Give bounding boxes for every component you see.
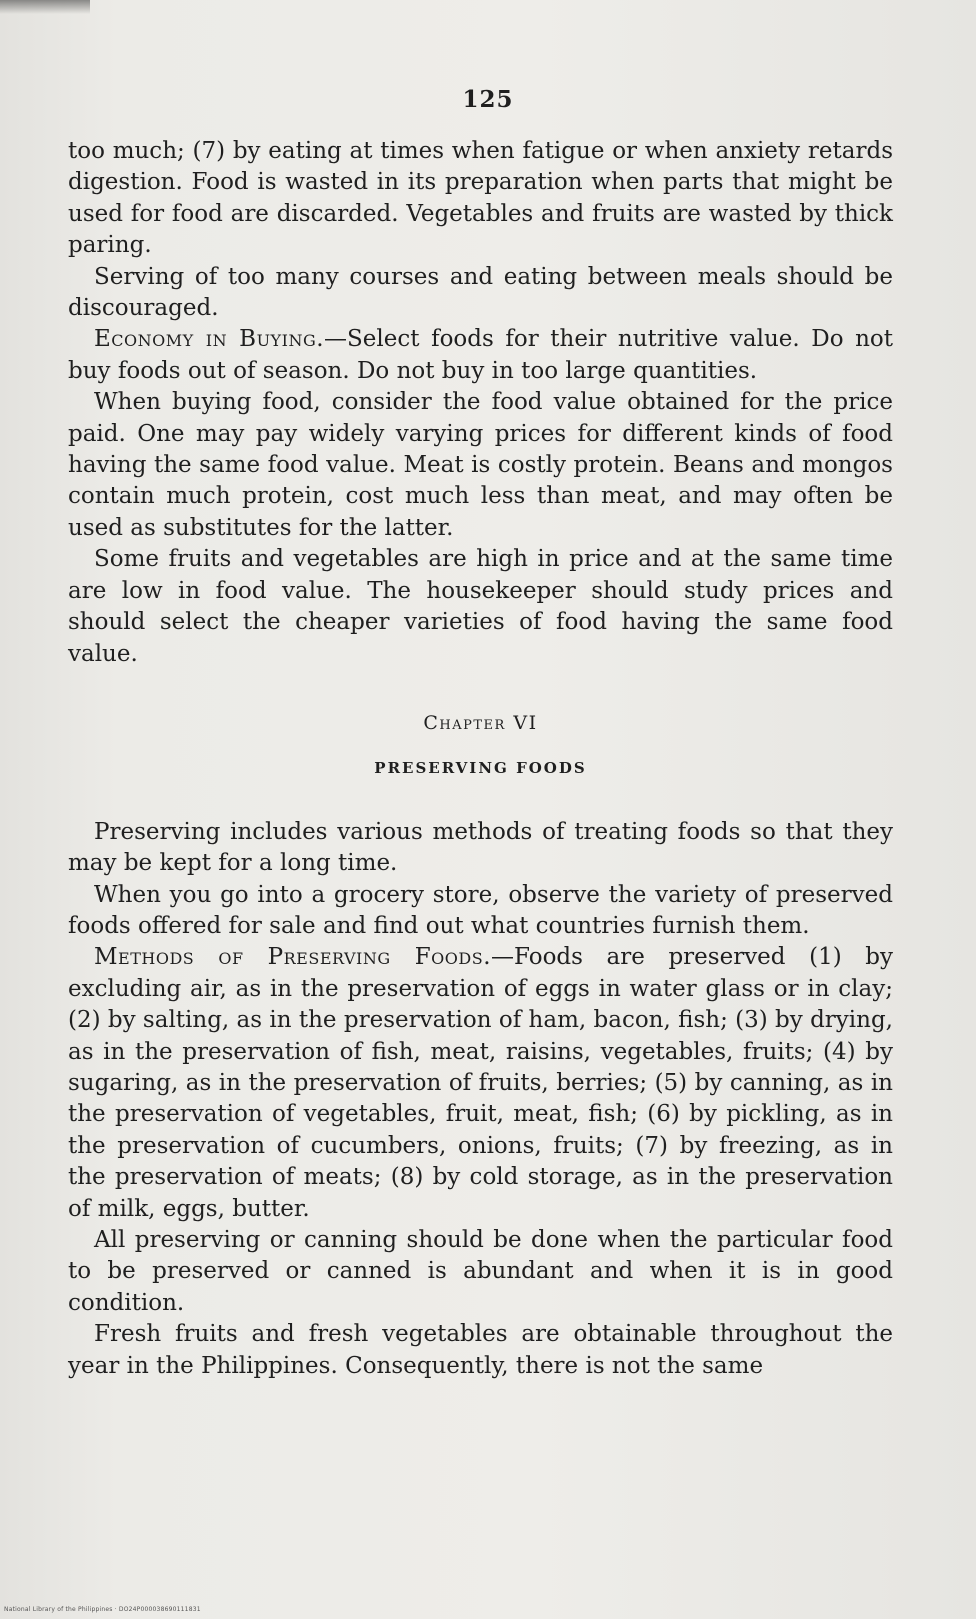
paragraph xyxy=(68,817,893,880)
paragraph-text: —Foods are preserved (1) by excluding air, as in the preservation of eggs in water glass or in clay; (2) by salting, as in the preservation of ham, bacon, fish; (3) by drying, as in the preservation of fish, meat, raisins, vegetables, fruits; (4) by sugaring, as in the preservation of fruits, berries; (5) by canning, as in the preservation of vegetables, fruit, meat, fish; (6) by pickling, as in the preservation of cucumbers, onions, fruits; (7) by freezing, as in the preservation of meats; (8) by cold storage, as in the preservation of milk, eggs, butter. xyxy=(68,944,893,1222)
paragraph xyxy=(68,1225,893,1319)
scan-edge-shadow xyxy=(0,0,90,14)
paragraph-text: All preserving or canning should be done when the particular food to be preserved or canned is abundant and when it is in good condition. xyxy=(68,1227,893,1316)
paragraph-text: When buying food, consider the food value obtained for the price paid. One may pay widely varying prices for different kinds of food having the same food value. Meat is costly protein. Beans and mongos contain much protein, cost much less than meat, and may often be used as substitutes for the latter. xyxy=(68,389,893,541)
page-body xyxy=(68,136,893,1382)
paragraph xyxy=(68,262,893,325)
page-number: 125 xyxy=(462,86,514,113)
paragraph xyxy=(68,880,893,943)
paragraph-text: Serving of too many courses and eating between meals should be discouraged. xyxy=(68,263,893,322)
chapter-label: Chapter VI xyxy=(423,711,538,734)
scan-footer-note: National Library of the Philippines · DO24P000038690111831 xyxy=(4,1606,201,1613)
paragraph xyxy=(68,387,893,544)
paragraph-continues xyxy=(68,1319,893,1382)
section-heading-methods-of-preserving: Methods of Preserving Foods. xyxy=(94,944,492,971)
chapter-title: PRESERVING FOODS xyxy=(374,759,587,778)
paragraph-text: Fresh fruits and fresh vegetables are obtainable throughout the year in the Philippines. Consequently, there is not the same xyxy=(68,1321,893,1379)
paragraph-economy-in-buying xyxy=(68,324,893,387)
section-heading-economy-in-buying: Economy in Buying. xyxy=(94,326,325,353)
paragraph-text: —Select foods for their nutritive value. Do not buy foods out of season. Do not buy in too large quantities. xyxy=(68,326,894,384)
paragraph-text: Preserving includes various methods of treating foods so that they may be kept for a long time. xyxy=(68,818,893,877)
paragraph-text: too much; (7) by eating at times when fatigue or when anxiety retards digestion. Food is wasted in its preparation when parts that might be used for food are discarded. Vegetables and fruits are wasted by thick paring. xyxy=(68,138,893,259)
paragraph-text: When you go into a grocery store, observe the variety of preserved foods offered for sale and find out what countries furnish them. xyxy=(68,881,893,939)
paragraph-text: Some fruits and vegetables are high in price and at the same time are low in food value. The housekeeper should study prices and should select the cheaper varieties of food having the same food value. xyxy=(68,546,893,667)
paragraph-methods-of-preserving xyxy=(68,942,893,1225)
paragraph xyxy=(68,544,893,670)
paragraph-continuation xyxy=(68,136,893,262)
